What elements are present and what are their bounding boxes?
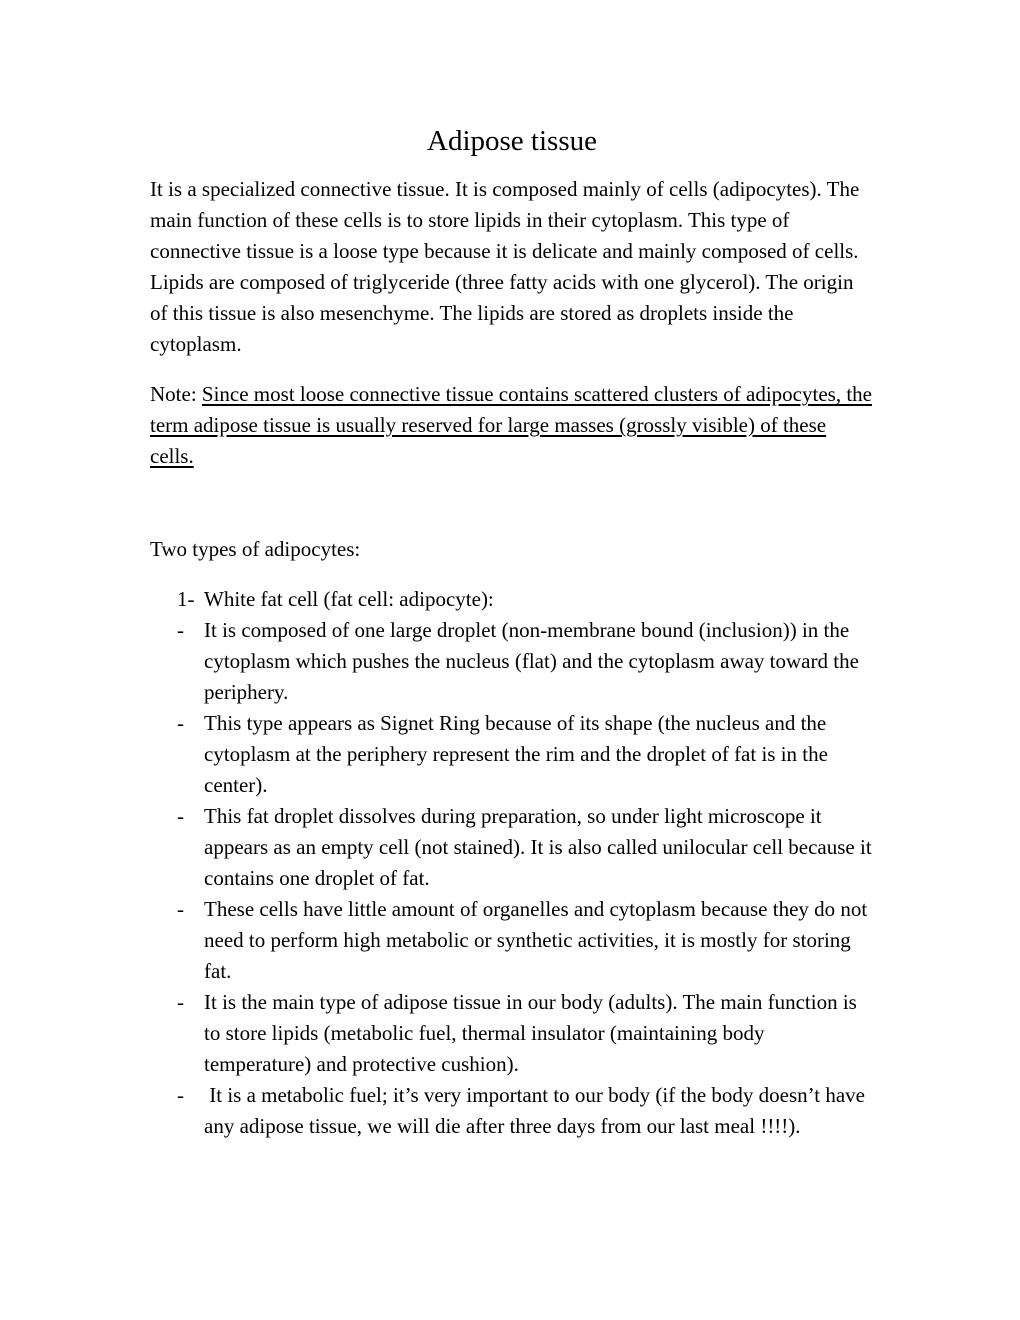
list-item-marker: -: [177, 804, 184, 828]
list-item-marker: -: [177, 990, 184, 1014]
list-item-text: These cells have little amount of organelles and cytoplasm because they do not need to perform high metabolic or synthetic activities, it is mostly for storing fat.: [204, 897, 873, 983]
section-heading: Two types of adipocytes:: [150, 537, 361, 561]
list-item-text: This fat droplet dissolves during preparation, so under light microscope it appears as an empty cell (not stained). It is also called unilocular cell because it contains one droplet of fat.: [204, 804, 877, 890]
list-item: [177, 708, 874, 801]
list-item: [177, 894, 874, 987]
list-item-text: It is composed of one large droplet (non-membrane bound (inclusion)) in the cytoplasm which pushes the nucleus (flat) and the cytoplasm away toward the periphery.: [204, 618, 865, 704]
list-item-marker: -: [177, 711, 184, 735]
intro-paragraph: It is a specialized connective tissue. It is composed mainly of cells (adipocytes). The main function of these cells is to store lipids in their cytoplasm. This type of connective tissue is a loose type because it is delicate and mainly composed of cells. Lipids are composed of triglyceride (three fatty acids with one glycerol). The origin of this tissue is also mesenchyme. The lipids are stored as droplets inside the cytoplasm.: [150, 177, 860, 356]
list-item-text: This type appears as Signet Ring because of its shape (the nucleus and the cytoplasm at the periphery represent the rim and the droplet of fat is in the center).: [204, 711, 834, 797]
list-item-marker: -: [177, 897, 184, 921]
list-item: [177, 801, 877, 894]
list-item-text: White fat cell (fat cell: adipocyte):: [204, 587, 494, 611]
list-item: [177, 1080, 874, 1142]
note-label: Note:: [150, 382, 202, 406]
page-title: Adipose tissue: [427, 125, 597, 157]
list-item-text: It is the main type of adipose tissue in our body (adults). The main function is to store lipids (metabolic fuel, thermal insulator (maintaining body temperature) and protective cushion).: [204, 990, 863, 1076]
list-item-marker: -: [177, 618, 184, 642]
note-underlined-text: Since most loose connective tissue contains scattered clusters of adipocytes, the term adipose tissue is usually reserved for large masses (grossly visible) of these cells.: [150, 382, 872, 468]
list-item: [177, 584, 874, 615]
list-item: [177, 615, 874, 708]
list-item-marker: 1-: [177, 587, 195, 611]
list-item-text: It is a metabolic fuel; it’s very important to our body (if the body doesn’t have any adipose tissue, we will die after three days from our last meal !!!!).: [204, 1083, 871, 1138]
list-item-marker: -: [177, 1083, 184, 1107]
note-paragraph: [150, 379, 874, 472]
adipocyte-list: [150, 584, 877, 1142]
list-item: [177, 987, 874, 1080]
